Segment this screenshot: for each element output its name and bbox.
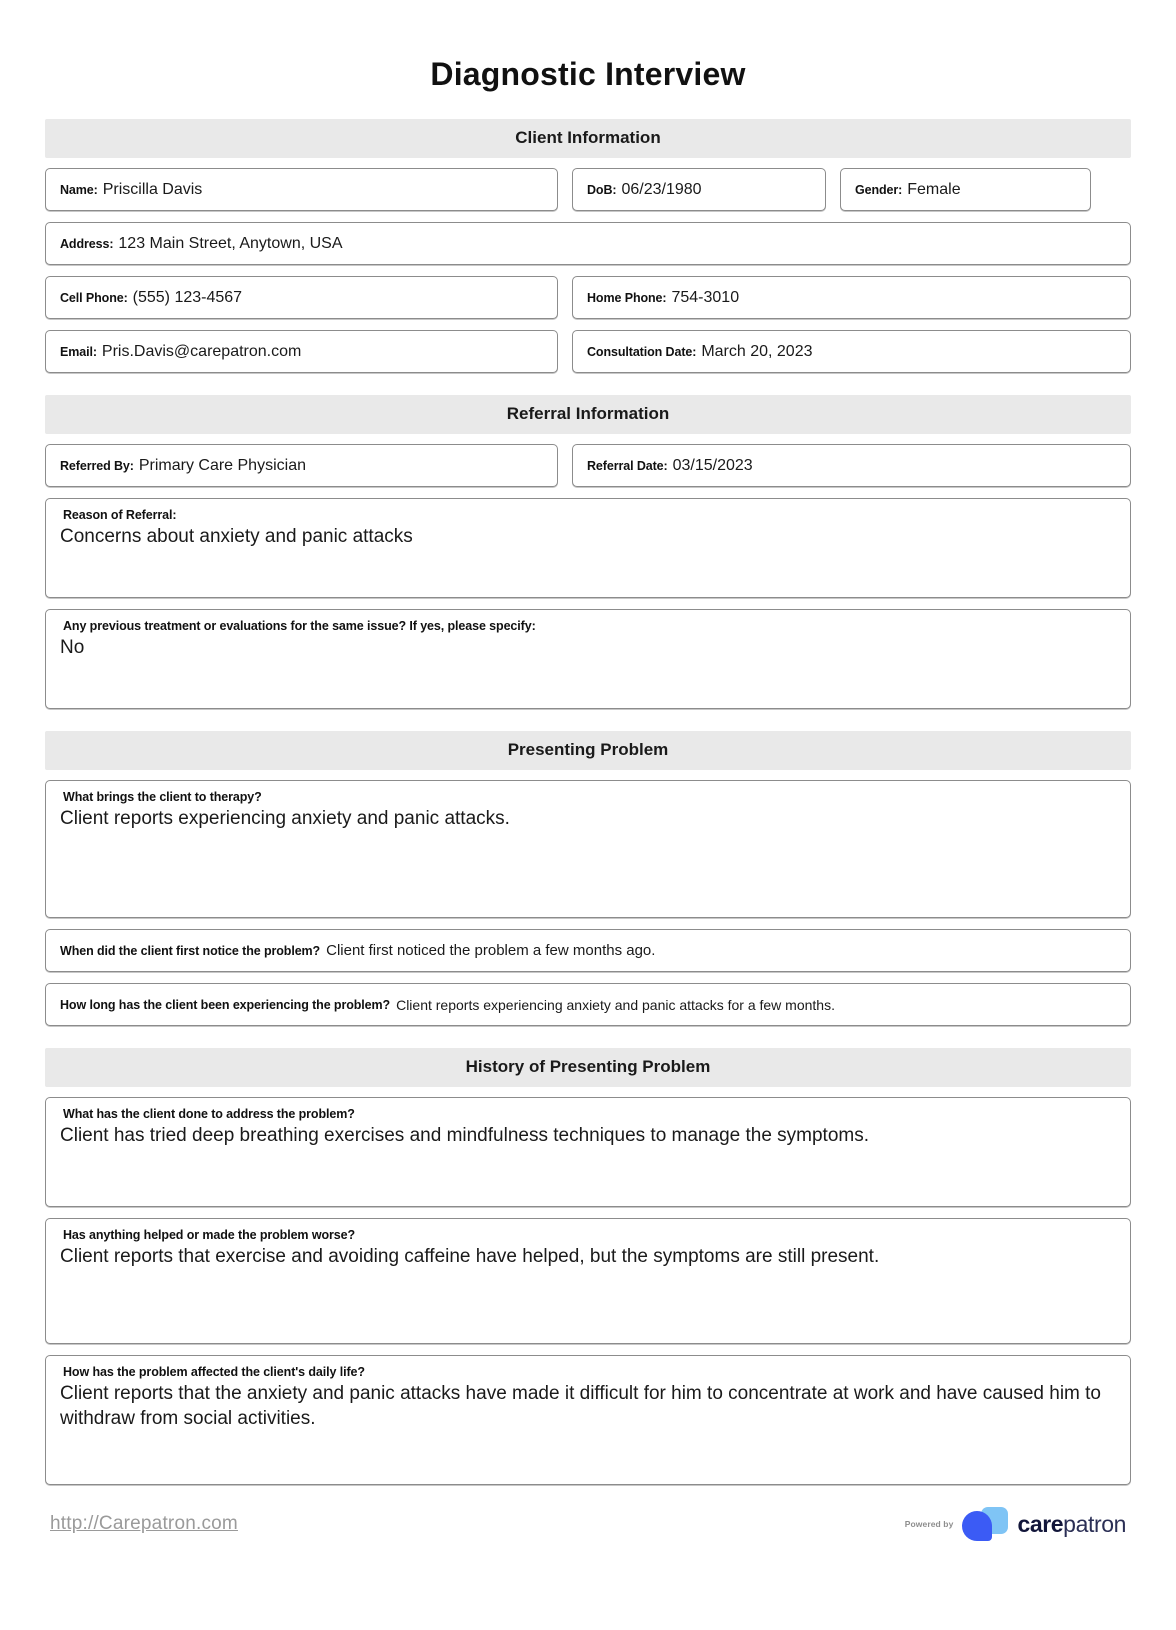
field-previous-treatment-value: No xyxy=(60,637,85,658)
field-name[interactable] xyxy=(45,168,558,211)
field-first-notice-value: Client first noticed the problem a few months ago. xyxy=(326,942,656,959)
client-identity-row xyxy=(45,168,1131,211)
field-referred-by-label: Referred By: xyxy=(60,458,134,473)
field-consultation-date[interactable] xyxy=(572,330,1131,373)
field-previous-treatment-label: Any previous treatment or evaluations for the same issue? If yes, please specify: xyxy=(63,619,536,633)
field-dob-value: 06/23/1980 xyxy=(621,180,702,198)
field-consultation-date-label: Consultation Date: xyxy=(587,344,697,359)
field-cell-phone-value: (555) 123-4567 xyxy=(132,288,243,306)
section-header-history-of-presenting-problem: History of Presenting Problem xyxy=(45,1048,1131,1087)
carepatron-logo-icon xyxy=(962,1507,1008,1541)
field-affected-daily-life[interactable] xyxy=(45,1355,1131,1485)
field-referral-date-value: 03/15/2023 xyxy=(672,456,753,474)
field-cell-phone-label: Cell Phone: xyxy=(60,290,128,305)
page-footer xyxy=(45,1507,1131,1541)
section-header-presenting-problem: Presenting Problem xyxy=(45,731,1131,770)
field-helped-or-worse[interactable] xyxy=(45,1218,1131,1344)
field-email-value: Pris.Davis@carepatron.com xyxy=(101,342,302,360)
powered-by-label: Powered by xyxy=(904,1519,954,1529)
field-dob[interactable] xyxy=(572,168,826,211)
field-email-label: Email: xyxy=(60,344,97,359)
field-done-to-address-label: What has the client done to address the problem? xyxy=(63,1107,355,1121)
field-dob-label: DoB: xyxy=(587,182,617,197)
logo-circle-shape xyxy=(962,1511,992,1541)
field-done-to-address[interactable] xyxy=(45,1097,1131,1207)
field-reason-of-referral-value: Concerns about anxiety and panic attacks xyxy=(60,526,413,547)
field-brings-to-therapy-label: What brings the client to therapy? xyxy=(63,790,262,804)
field-helped-or-worse-value: Client reports that exercise and avoiding caffeine have helped, but the symptoms are still present. xyxy=(60,1246,880,1267)
wordmark-care: care xyxy=(1017,1510,1064,1537)
field-how-long-label: How long has the client been experiencing the problem? xyxy=(60,997,391,1012)
field-affected-daily-life-label: How has the problem affected the client's daily life? xyxy=(63,1365,365,1379)
field-email[interactable] xyxy=(45,330,558,373)
field-referral-date-label: Referral Date: xyxy=(587,458,668,473)
field-referral-date[interactable] xyxy=(572,444,1131,487)
client-phones-row xyxy=(45,276,1131,319)
field-name-label: Name: xyxy=(60,182,98,197)
field-home-phone-label: Home Phone: xyxy=(587,290,667,305)
field-affected-daily-life-value: Client reports that the anxiety and panic attacks have made it difficult for him to concentrate at work and have caused him to withdraw from social activities. xyxy=(60,1383,1101,1430)
field-how-long-value: Client reports experiencing anxiety and panic attacks for a few months. xyxy=(396,996,835,1013)
field-brings-to-therapy[interactable] xyxy=(45,780,1131,918)
carepatron-wordmark xyxy=(1017,1510,1126,1537)
field-home-phone[interactable] xyxy=(572,276,1131,319)
field-referred-by[interactable] xyxy=(45,444,558,487)
field-done-to-address-value: Client has tried deep breathing exercises and mindfulness techniques to manage the symptoms. xyxy=(60,1125,870,1146)
field-consultation-date-value: March 20, 2023 xyxy=(701,342,813,360)
field-how-long[interactable] xyxy=(45,983,1131,1026)
client-address-row xyxy=(45,222,1131,265)
field-previous-treatment[interactable] xyxy=(45,609,1131,709)
field-gender-label: Gender: xyxy=(855,182,903,197)
field-address-label: Address: xyxy=(60,236,114,251)
client-email-row xyxy=(45,330,1131,373)
carepatron-branding xyxy=(905,1507,1126,1541)
field-cell-phone[interactable] xyxy=(45,276,558,319)
field-home-phone-value: 754-3010 xyxy=(671,288,740,306)
field-reason-of-referral-label: Reason of Referral: xyxy=(63,508,177,522)
section-header-referral-information: Referral Information xyxy=(45,395,1131,434)
field-reason-of-referral[interactable] xyxy=(45,498,1131,598)
field-name-value: Priscilla Davis xyxy=(102,180,203,198)
field-gender-value: Female xyxy=(907,180,961,198)
field-brings-to-therapy-value: Client reports experiencing anxiety and panic attacks. xyxy=(60,808,510,829)
page-title: Diagnostic Interview xyxy=(430,56,746,92)
field-helped-or-worse-label: Has anything helped or made the problem worse? xyxy=(63,1228,355,1242)
referral-row xyxy=(45,444,1131,487)
field-first-notice[interactable] xyxy=(45,929,1131,972)
section-header-client-information: Client Information xyxy=(45,119,1131,158)
field-referred-by-value: Primary Care Physician xyxy=(138,456,306,474)
field-address[interactable] xyxy=(45,222,1131,265)
footer-url-link[interactable]: http://Carepatron.com xyxy=(50,1513,238,1534)
field-gender[interactable] xyxy=(840,168,1091,211)
wordmark-patron: patron xyxy=(1063,1510,1126,1537)
field-address-value: 123 Main Street, Anytown, USA xyxy=(118,234,343,252)
field-first-notice-label: When did the client first notice the problem? xyxy=(60,943,321,958)
